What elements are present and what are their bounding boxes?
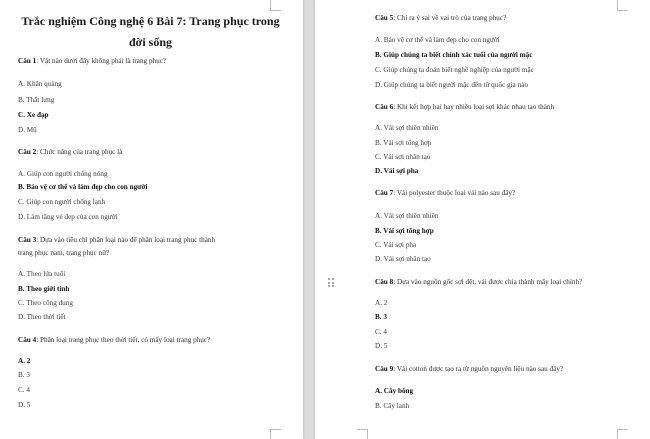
question-text: : Phân loại trang phục theo thời tiết, có mấy loại trang phục? [36, 336, 211, 344]
document-page-left [0, 0, 303, 439]
answer-option: B. Vải sợi tổng hợp [375, 139, 432, 147]
answer-option: C. Theo công dụng [18, 299, 73, 307]
answer-option: D. Làm tăng vẻ đẹp của con người [18, 213, 118, 221]
question-text: : Vải cotton được tạo ra từ nguồn nguyên liệu nào sau đây? [393, 365, 564, 373]
question-label: Câu 3 [18, 236, 37, 244]
answer-option: C. Giúp con người chống lạnh [18, 198, 106, 206]
answer-option: C. 4 [18, 386, 30, 394]
answer-option-correct: A. Cây bông [375, 387, 414, 395]
answer-option: D. Giúp chúng ta biết người mặc đến từ quốc gia nào [375, 81, 528, 89]
question-text: : Vải polyester thuộc loại vải nào sau đây? [393, 189, 516, 197]
answer-option: B. Thắt lưng [18, 96, 55, 104]
margin-corner-marker [270, 0, 281, 11]
question-7 [375, 189, 515, 198]
answer-option: D. Vải sợi nhân tạo [375, 255, 431, 263]
answer-option: D. Theo thời tiết [18, 313, 66, 321]
answer-option-correct: B. Bảo vệ cơ thể và làm đẹp cho con người [18, 183, 148, 191]
question-label: Câu 8 [375, 278, 394, 286]
answer-option: C. Giúp chúng ta đoán biết nghề nghiệp của người mặc [375, 66, 534, 74]
answer-option: B. Cây lanh [375, 402, 410, 410]
margin-corner-marker [617, 0, 628, 11]
document-page-right [315, 0, 650, 439]
question-2 [18, 148, 122, 157]
question-3-continued: trang phục nam, trang phục nữ? [18, 249, 110, 257]
answer-option-correct: B. Giúp chúng ta biết chính xác tuổi của người mặc [375, 51, 533, 59]
answer-option: D. 5 [375, 342, 388, 350]
answer-option: A. Vải sợi thiên nhiên [375, 124, 439, 132]
answer-option-correct: D. Vải sợi pha [375, 167, 419, 175]
question-text: : Vật nào dưới đây không phải là trang phục? [36, 57, 167, 65]
answer-option-correct: C. Xe đạp [18, 111, 49, 119]
document-title-line-1: Trắc nghiệm Công nghệ 6 Bài 7: Trang phục trong [21, 14, 280, 28]
answer-option-correct: B. Vải sợi tổng hợp [375, 227, 434, 235]
answer-option: A. 2 [375, 299, 388, 307]
answer-option-correct: B. Theo giới tính [18, 285, 70, 293]
margin-corner-marker [270, 429, 281, 439]
answer-option: A. Theo lứa tuổi [18, 270, 66, 278]
question-text: : Dựa vào nguồn gốc sợi dệt, vải được chia thành mấy loại chính? [393, 278, 583, 286]
question-3 [18, 236, 215, 245]
question-label: Câu 1 [18, 57, 37, 65]
answer-option-correct: A. 2 [18, 357, 31, 365]
question-label: Câu 6 [375, 103, 394, 111]
answer-option: C. 4 [375, 328, 387, 336]
question-label: Câu 2 [18, 148, 37, 156]
paragraph-drag-handle-icon[interactable] [328, 278, 334, 288]
answer-option: A. Khăn quàng [18, 80, 62, 88]
question-5 [375, 14, 506, 23]
question-label: Câu 7 [375, 189, 394, 197]
answer-option: A. Giúp con người chống nóng [18, 170, 108, 178]
question-label: Câu 5 [375, 14, 394, 22]
answer-option: C. Vải sợi nhân tạo [375, 153, 431, 161]
question-4 [18, 336, 210, 345]
answer-option: B. 3 [18, 371, 30, 379]
question-1 [18, 57, 166, 66]
answer-option: A. Bảo vệ cơ thể và làm đẹp cho con người [375, 36, 500, 44]
question-label: Câu 4 [18, 336, 37, 344]
question-text: : Chức năng của trang phục là [36, 148, 123, 156]
question-9 [375, 365, 563, 374]
answer-option: C. Vải sợi pha [375, 241, 417, 249]
answer-option: D. 5 [18, 401, 31, 409]
answer-option-correct: B. 3 [375, 313, 387, 321]
question-6 [375, 103, 554, 112]
question-text: : Khi kết hợp hai hay nhiều loại sợi khác nhau tạo thành [393, 103, 555, 111]
question-text: : Chỉ ra ý sai về vai trò của trang phục? [393, 14, 507, 22]
margin-corner-marker [617, 429, 628, 439]
answer-option: A. Vải sợi thiên nhiên [375, 212, 439, 220]
question-label: Câu 9 [375, 365, 394, 373]
answer-option: D. Mũ [18, 126, 37, 134]
margin-corner-marker [357, 429, 368, 439]
document-title-line-2: đời sống [129, 35, 172, 49]
question-text: : Dựa vào tiêu chí phân loại nào để phân loại trang phục thành [36, 236, 216, 244]
question-8 [375, 278, 582, 287]
